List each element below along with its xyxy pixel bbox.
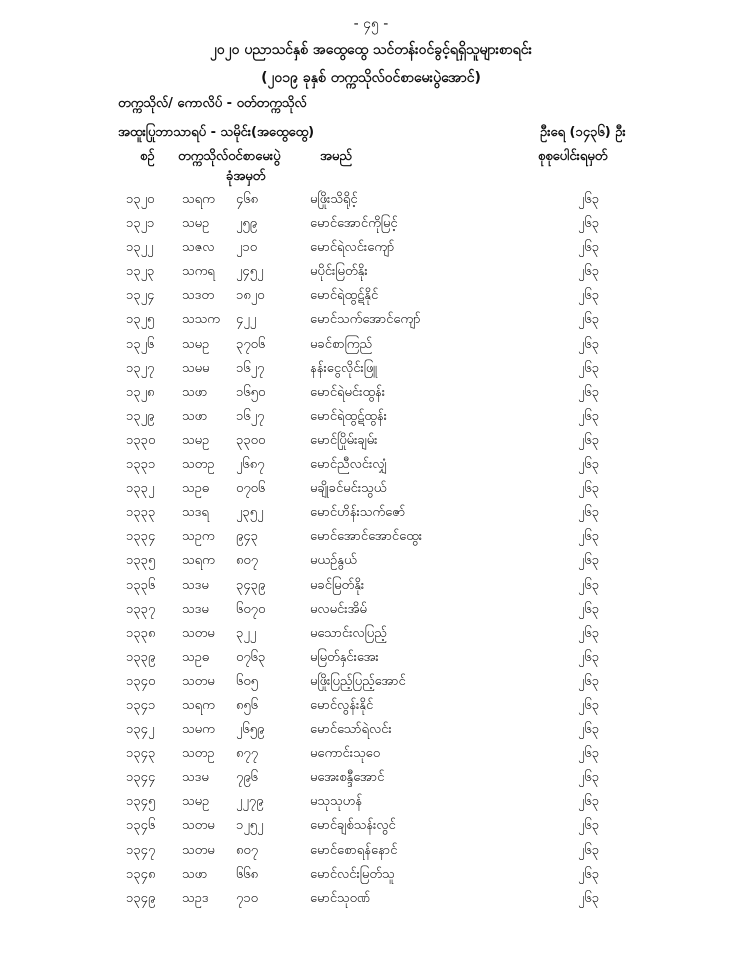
student-name: မပိုင်းမြတ်နိုး xyxy=(310,264,368,280)
roll-prefix: သတမ xyxy=(182,673,215,689)
row-number: ၁၃၂၆ xyxy=(126,336,155,352)
student-list xyxy=(0,188,742,911)
total-marks: ၂၆၃ xyxy=(578,288,600,304)
total-marks: ၂၆၃ xyxy=(578,673,600,689)
roll-prefix: သတဥ xyxy=(182,457,215,473)
row-number: ၁၃၃၈ xyxy=(126,625,156,641)
student-name: မောင်လွန်းနိုင် xyxy=(310,697,374,713)
student-name: မသုသုဟန် xyxy=(310,794,363,810)
table-row xyxy=(0,236,742,260)
student-name: မောင်အောင်ကိုမြင့် xyxy=(310,216,398,232)
table-row xyxy=(0,766,742,790)
table-row xyxy=(0,718,742,742)
roll-prefix: သမမ xyxy=(182,360,210,376)
roll-prefix: သဖာ xyxy=(182,866,208,882)
roll-number: ၇၉၆ xyxy=(236,770,258,786)
total-marks: ၂၆၃ xyxy=(578,697,600,713)
row-number: ၁၃၂၇ xyxy=(126,360,155,376)
roll-prefix: သဒမ xyxy=(182,577,209,593)
student-name: မောင်စောရန်နောင် xyxy=(310,842,398,858)
row-number: ၁၃၄၈ xyxy=(126,866,156,882)
student-name: မောင်ရဲထွဋ်ထွန်း xyxy=(310,408,387,424)
total-marks: ၂၆၃ xyxy=(578,336,600,352)
table-row xyxy=(0,694,742,718)
column-header-marks: စုစုပေါင်းရမှတ် xyxy=(538,149,608,164)
row-number: ၁၃၂၄ xyxy=(126,288,155,304)
roll-prefix: သဥဓ xyxy=(182,649,210,665)
roll-prefix: သမဥ xyxy=(182,794,210,810)
total-marks: ၂၆၃ xyxy=(578,842,600,858)
roll-number: ၀၇၆၃ xyxy=(236,649,266,665)
table-row xyxy=(0,646,742,670)
column-header-no: စဉ် xyxy=(140,149,155,164)
row-number: ၁၃၂၈ xyxy=(126,384,155,400)
table-row xyxy=(0,501,742,525)
roll-number: ၂၅၉ xyxy=(236,216,258,232)
row-number: ၁၃၂၁ xyxy=(126,216,155,232)
student-name: မဖြိုးပြည့်ပြည့်အောင် xyxy=(310,673,406,689)
table-row xyxy=(0,308,742,332)
roll-number: ၁၆၅၀ xyxy=(236,384,266,400)
roll-prefix: သရက xyxy=(182,553,215,569)
university-line: တက္ကသိုလ်/ ကောလိပ် - ဝတ်တက္ကသိုလ် xyxy=(118,96,307,111)
student-name: မောင်သက်အောင်ကျော် xyxy=(310,312,421,328)
row-number: ၁၃၃၅ xyxy=(126,553,156,569)
roll-prefix: သရက xyxy=(182,697,215,713)
student-name: မဖြိုးသိရိုင့် xyxy=(310,192,358,207)
roll-prefix: သဇလ xyxy=(182,240,215,256)
headcount-label: ဦးရေ (၁၄၃၆) ဦး xyxy=(540,125,626,140)
student-name: မောင်လင်းမြတ်သူ xyxy=(310,866,395,882)
column-header-roll: တက္ကသိုလ်ဝင်စာမေးပွဲ xyxy=(178,149,281,164)
total-marks: ၂၆၃ xyxy=(578,216,600,232)
total-marks: ၂၆၃ xyxy=(578,192,600,207)
total-marks: ၂၆၃ xyxy=(578,818,600,834)
table-row xyxy=(0,622,742,646)
student-name: မခင်စာကြည် xyxy=(310,336,373,352)
table-row xyxy=(0,381,742,405)
table-row xyxy=(0,188,742,212)
student-name: မမြတ်နှင်းအေး xyxy=(310,649,379,665)
row-number: ၁၃၄၅ xyxy=(126,794,156,810)
row-number: ၁၃၃၄ xyxy=(126,529,156,545)
subject-line: အထူးပြုဘာသာရပ် - သမိုင်း(အထွေထွေ) xyxy=(118,125,315,140)
column-header-roll-number: ခုံအမှတ် xyxy=(226,169,266,184)
total-marks: ၂၆၃ xyxy=(578,432,600,448)
roll-prefix: သဥဒ xyxy=(182,890,209,906)
column-header-name: အမည် xyxy=(320,149,352,164)
roll-number: ၂၁၀ xyxy=(236,240,258,256)
roll-number: ၂၆၈၇ xyxy=(236,457,265,473)
roll-number: ၀၇၀၆ xyxy=(236,481,266,497)
total-marks: ၂၆၃ xyxy=(578,481,600,497)
roll-number: ၂၆၅၉ xyxy=(236,722,265,738)
table-row xyxy=(0,525,742,549)
row-number: ၁၃၂၅ xyxy=(126,312,155,328)
row-number: ၁၃၃၆ xyxy=(126,577,156,593)
student-name: မခင်မြတ်နိုး xyxy=(310,577,365,593)
student-name: မောင်ဟိန်းသက်ဇော် xyxy=(310,505,406,521)
roll-number: ၆၀၇၀ xyxy=(236,601,266,617)
roll-number: ၃၃၀၀ xyxy=(236,432,266,448)
table-row xyxy=(0,260,742,284)
total-marks: ၂၆၃ xyxy=(578,746,600,762)
roll-number: ၃၄၃၉ xyxy=(236,577,266,593)
roll-prefix: သတမ xyxy=(182,842,215,858)
row-number: ၁၃၄၃ xyxy=(126,746,156,762)
student-name: မကောင်းသုဝေ xyxy=(310,746,380,762)
roll-prefix: သသက xyxy=(182,312,220,328)
roll-number: ၁၆၂၇ xyxy=(236,360,265,376)
student-name: မချိုခင်မင်းသွယ် xyxy=(310,481,387,497)
total-marks: ၂၆၃ xyxy=(578,625,600,641)
roll-number: ၆၆၈ xyxy=(236,866,259,882)
student-name: မောင်သော်ရဲလင်း xyxy=(310,722,392,738)
roll-number: ၂၃၅၂ xyxy=(236,505,264,521)
total-marks: ၂၆၃ xyxy=(578,553,600,569)
row-number: ၁၃၂၂ xyxy=(126,240,154,256)
total-marks: ၂၆၃ xyxy=(578,264,600,280)
total-marks: ၂၆၃ xyxy=(578,649,600,665)
roll-number: ၇၁၀ xyxy=(236,890,258,906)
roll-prefix: သကရ xyxy=(182,264,215,280)
student-name: မောင်ရဲထွဋ်နိုင် xyxy=(310,288,379,304)
document-subtitle: (၂၀၁၉ ခုနှစ် တက္ကသိုလ်ဝင်စာမေးပွဲအောင်) xyxy=(261,70,481,86)
table-row xyxy=(0,453,742,477)
total-marks: ၂၆၃ xyxy=(578,722,600,738)
total-marks: ၂၆၃ xyxy=(578,770,600,786)
table-row xyxy=(0,670,742,694)
roll-number: ၃၂၂ xyxy=(236,625,257,641)
row-number: ၁၃၃၁ xyxy=(126,457,156,473)
table-row xyxy=(0,598,742,622)
roll-number: ၄၂၂ xyxy=(236,312,257,328)
table-row xyxy=(0,574,742,598)
row-number: ၁၃၄၉ xyxy=(126,890,156,906)
total-marks: ၂၆၃ xyxy=(578,312,600,328)
row-number: ၁၃၃၂ xyxy=(126,481,155,497)
roll-prefix: သဥဓ xyxy=(182,481,210,497)
row-number: ၁၃၃၇ xyxy=(126,601,156,617)
total-marks: ၂၆၃ xyxy=(578,240,600,256)
row-number: ၁၃၄၄ xyxy=(126,770,156,786)
total-marks: ၂၆၃ xyxy=(578,505,600,521)
roll-prefix: သတမ xyxy=(182,818,215,834)
roll-prefix: သဖာ xyxy=(182,384,208,400)
row-number: ၁၃၄၀ xyxy=(126,673,156,689)
student-name: မောင်အောင်အောင်ထွေး xyxy=(310,529,423,545)
student-name: မအေးစန္ဒီအောင် xyxy=(310,770,385,786)
table-row xyxy=(0,863,742,887)
row-number: ၁၃၄၁ xyxy=(126,697,156,713)
student-name: မောင်ရဲလင်းကျော် xyxy=(310,240,395,256)
page-number: - ၄၅ - xyxy=(353,16,389,32)
roll-prefix: သဒမ xyxy=(182,770,209,786)
roll-number: ၆၀၅ xyxy=(236,673,258,689)
roll-number: ၂၂၇၉ xyxy=(236,794,264,810)
total-marks: ၂၆၃ xyxy=(578,457,600,473)
roll-number: ၄၆၈ xyxy=(236,192,259,207)
student-name: မောင်ပြိုမ်းချမ်း xyxy=(310,432,378,448)
roll-number: ၈၇၇ xyxy=(236,746,259,762)
student-name: နန်းငွေလိုင်းဖြူ xyxy=(310,360,378,376)
roll-prefix: သမဥ xyxy=(182,432,210,448)
roll-number: ၈၅၆ xyxy=(236,697,259,713)
roll-number: ၂၄၅၂ xyxy=(236,264,264,280)
row-number: ၁၃၂၉ xyxy=(126,408,155,424)
table-row xyxy=(0,333,742,357)
roll-number: ၈၀၇ xyxy=(236,842,259,858)
table-row xyxy=(0,549,742,573)
total-marks: ၂၆၃ xyxy=(578,577,600,593)
table-row xyxy=(0,284,742,308)
roll-prefix: သရက xyxy=(182,192,215,207)
table-row xyxy=(0,357,742,381)
table-row xyxy=(0,429,742,453)
table-row xyxy=(0,839,742,863)
table-row xyxy=(0,887,742,911)
student-name: မောင်ရဲမင်းထွန်း xyxy=(310,384,386,400)
table-row xyxy=(0,742,742,766)
roll-prefix: သဒရ xyxy=(182,505,209,521)
roll-prefix: သတမ xyxy=(182,625,215,641)
total-marks: ၂၆၃ xyxy=(578,794,600,810)
student-name: မသောင်းလပြည့် xyxy=(310,625,387,641)
roll-number: ၃၇၀၆ xyxy=(236,336,266,352)
roll-prefix: သဒတ xyxy=(182,288,215,304)
student-name: မယဉ်နွယ် xyxy=(310,553,357,569)
roll-number: ၁၈၂၀ xyxy=(236,288,265,304)
row-number: ၁၃၄၆ xyxy=(126,818,156,834)
student-name: မလမင်းအိမ် xyxy=(310,601,367,617)
table-row xyxy=(0,814,742,838)
total-marks: ၂၆၃ xyxy=(578,866,600,882)
total-marks: ၂၆၃ xyxy=(578,384,600,400)
student-name: မောင်ချစ်သန်းလွင် xyxy=(310,818,396,834)
table-row xyxy=(0,790,742,814)
row-number: ၁၃၂၀ xyxy=(126,192,155,207)
roll-prefix: သတဥ xyxy=(182,746,215,762)
table-row xyxy=(0,477,742,501)
roll-number: ၁၂၅၂ xyxy=(236,818,264,834)
row-number: ၁၃၃၀ xyxy=(126,432,156,448)
total-marks: ၂၆၃ xyxy=(578,890,600,906)
row-number: ၁၃၃၃ xyxy=(126,505,156,521)
roll-prefix: သမက xyxy=(182,722,215,738)
roll-number: ၈၀၇ xyxy=(236,553,259,569)
roll-number: ၉၄၃ xyxy=(236,529,258,545)
roll-prefix: သမဥ xyxy=(182,336,210,352)
total-marks: ၂၆၃ xyxy=(578,529,600,545)
row-number: ၁၃၄၂ xyxy=(126,722,155,738)
table-row xyxy=(0,405,742,429)
roll-prefix: သဖာ xyxy=(182,408,208,424)
roll-prefix: သမဥ xyxy=(182,216,210,232)
total-marks: ၂၆၃ xyxy=(578,408,600,424)
student-name: မောင်ညီလင်းလျှံ xyxy=(310,457,388,473)
student-name: မောင်သုဝဏ် xyxy=(310,890,371,906)
row-number: ၁၃၂၃ xyxy=(126,264,155,280)
roll-prefix: သဒမ xyxy=(182,601,209,617)
total-marks: ၂၆၃ xyxy=(578,601,600,617)
total-marks: ၂၆၃ xyxy=(578,360,600,376)
table-row xyxy=(0,212,742,236)
roll-number: ၁၆၂၇ xyxy=(236,408,265,424)
roll-prefix: သဥက xyxy=(182,529,215,545)
row-number: ၁၃၃၉ xyxy=(126,649,156,665)
row-number: ၁၃၄၇ xyxy=(126,842,156,858)
document-title: ၂၀၂၀ ပညာသင်နှစ် အထွေထွေ သင်တန်းဝင်ခွင့်ရရှိသူများစာရင်း xyxy=(209,42,533,58)
